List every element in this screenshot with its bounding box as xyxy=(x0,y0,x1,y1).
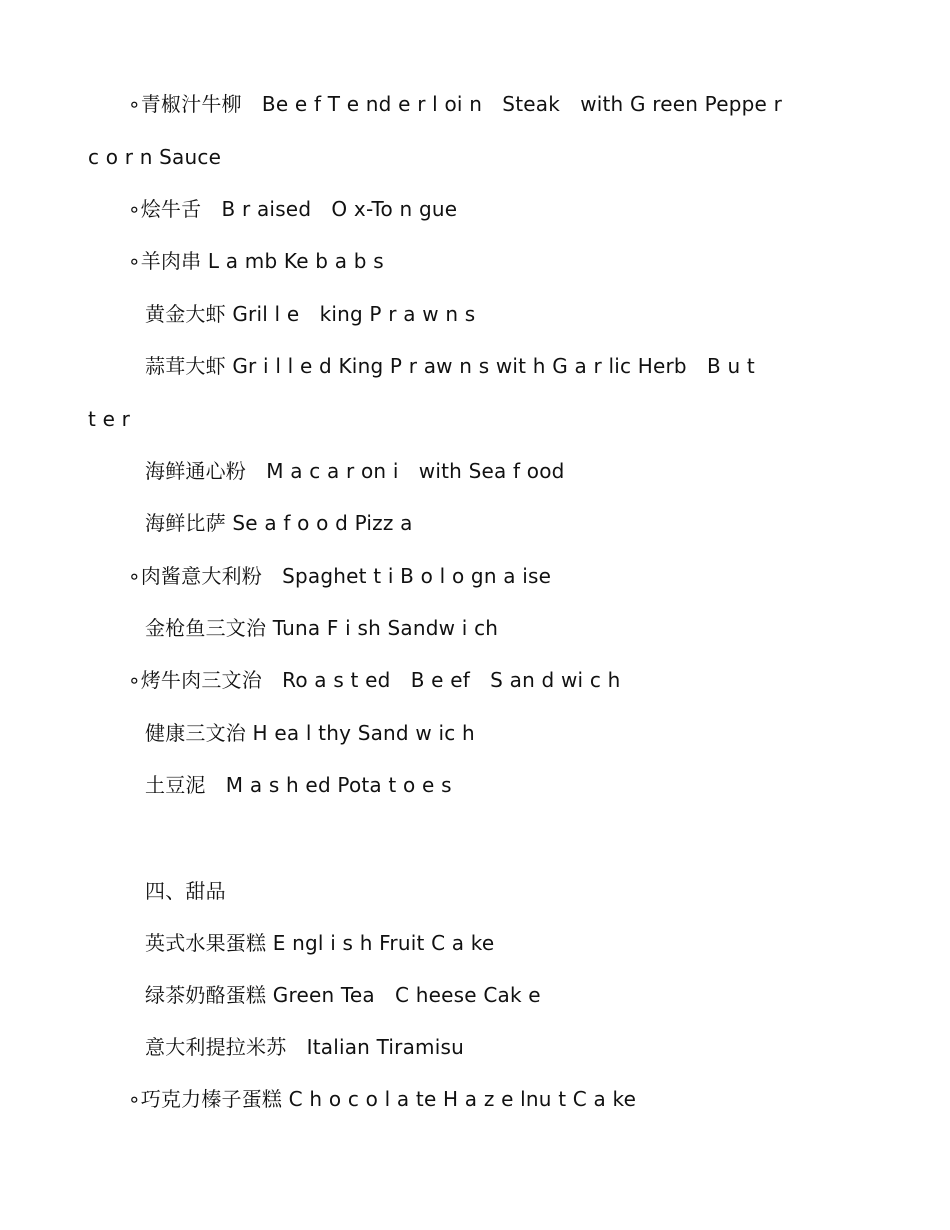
menu-line-garlic-prawns: 蒜茸大虾 Gr i l l e d King P r aw n s wit h G a r lic Herb B u t xyxy=(145,354,755,378)
menu-line-italian-tiramisu: 意大利提拉米苏 Italian Tiramisu xyxy=(145,1035,464,1059)
menu-line-green-tea-cheese-cake: 绿茶奶酪蛋糕 Green Tea C heese Cak e xyxy=(145,983,541,1007)
menu-line-roasted-beef-sandwich: ∘烤牛肉三文治 Ro a s t ed B e ef S an d wi c h xyxy=(128,668,621,692)
menu-line-grilled-king-prawns: 黄金大虾 Gril l e king P r a w n s xyxy=(145,302,476,326)
menu-line-seafood-pizza: 海鲜比萨 Se a f o o d Pizz a xyxy=(145,511,413,535)
menu-line-english-fruit-cake: 英式水果蛋糕 E ngl i s h Fruit C a ke xyxy=(145,931,495,955)
menu-line-braised-ox-tongue: ∘烩牛舌 B r aised O x-To n gue xyxy=(128,197,458,221)
menu-line-beef-tenderloin-cont: c o r n Sauce xyxy=(88,145,222,169)
menu-line-chocolate-hazelnut-cake: ∘巧克力榛子蛋糕 C h o c o l a te H a z e lnu t C a ke xyxy=(128,1087,637,1111)
menu-line-garlic-prawns-cont: t e r xyxy=(88,407,131,431)
menu-line-beef-tenderloin: ∘青椒汁牛柳 Be e f T e nd e r l oi n Steak with G reen Peppe r xyxy=(128,92,782,116)
section-heading-desserts: 四、甜品 xyxy=(145,879,226,903)
menu-line-lamb-kebabs: ∘羊肉串 L a mb Ke b a b s xyxy=(128,249,384,273)
menu-line-spaghetti-bolognaise: ∘肉酱意大利粉 Spaghet t i B o l o gn a ise xyxy=(128,564,552,588)
menu-line-seafood-macaroni: 海鲜通心粉 M a c a r on i with Sea f ood xyxy=(145,459,565,483)
menu-line-tuna-sandwich: 金枪鱼三文治 Tuna F i sh Sandw i ch xyxy=(145,616,499,640)
menu-line-healthy-sandwich: 健康三文治 H ea l thy Sand w ic h xyxy=(145,721,475,745)
menu-line-mashed-potatoes: 土豆泥 M a s h ed Pota t o e s xyxy=(145,773,452,797)
